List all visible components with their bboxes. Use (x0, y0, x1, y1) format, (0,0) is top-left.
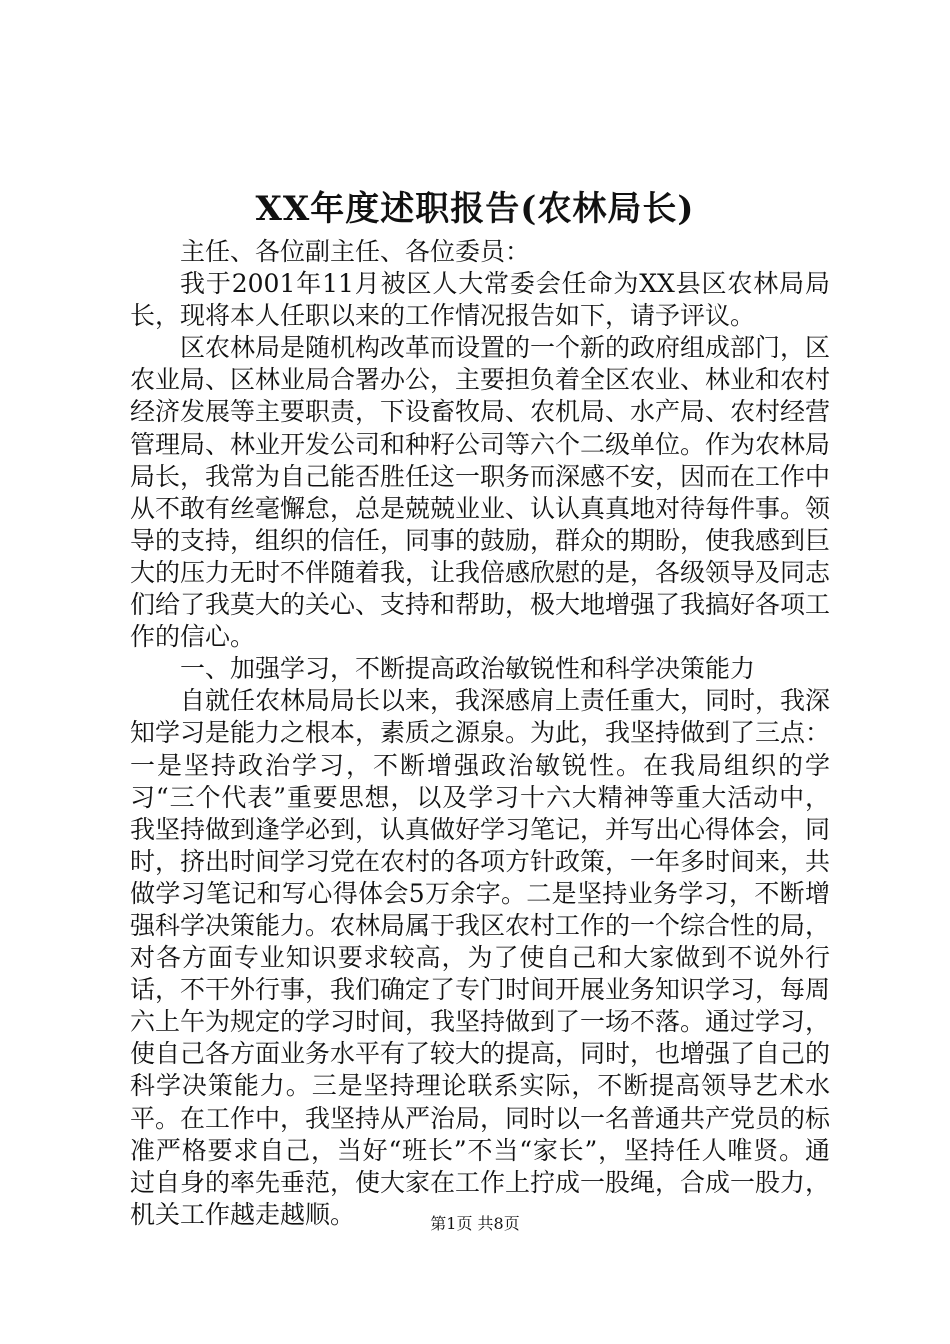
paragraph-intro: 我于2001年11月被区人大常委会任命为XX县区农林局局长，现将本人任职以来的工作情况报告如下，请予评议。 (130, 269, 830, 331)
salutation: 主任、各位副主任、各位委员： (180, 237, 531, 266)
page-number-footer: 第1页 共8页 (430, 1214, 520, 1233)
section-heading-1: 一、加强学习，不断提高政治敏锐性和科学决策能力 (180, 654, 756, 684)
paragraph-background: 区农林局是随机构改革而设置的一个新的政府组成部门，区农业局、区林业局合署办公，主要担负着全区农业、林业和农村经济发展等主要职责，下设畜牧局、农机局、水产局、农村经营管理局、林业开发公司和种籽公司等六个二级单位。作为农林局局长，我常为自己能否胜任这一职务而深感不安，因而在工作中从不敢有丝毫懈怠，总是兢兢业业、认认真真地对待每件事。领导的支持，组织的信任，同事的鼓励，群众的期盼，使我感到巨大的压力无时不伴随着我，让我倍感欣慰的是，各级领导及同志们给了我莫大的关心、支持和帮助，极大地增强了我搞好各项工作的信心。 (130, 333, 831, 652)
document-title: XX年度述职报告(农林局长) (255, 189, 695, 229)
paragraph-study: 自就任农林局局长以来，我深感肩上责任重大，同时，我深知学习是能力之根本，素质之源泉。为此，我坚持做到了三点：一是坚持政治学习，不断增强政治敏锐性。在我局组织的学习“三个代表”重要思想，以及学习十六大精神等重大活动中，我坚持做到逢学必到，认真做好学习笔记，并写出心得体会，同时，挤出时间学习党在农村的各项方针政策，一年多时间来，共做学习笔记和写心得体会5万余字。二是坚持业务学习，不断增强科学决策能力。农林局属于我区农村工作的一个综合性的局，对各方面专业知识要求较高，为了使自己和大家做到不说外行话，不干外行事，我们确定了专门时间开展业务知识学习，每周六上午为规定的学习时间，我坚持做到了一场不落。通过学习，使自己各方面业务水平有了较大的提高，同时，也增强了自己的科学决策能力。三是坚持理论联系实际，不断提高领导艺术水平。在工作中，我坚持从严治局，同时以一名普通共产党员的标准严格要求自己，当好“班长”不当“家长”，坚持任人唯贤。通过自身的率先垂范，使大家在工作上拧成一股绳，合成一股力，机关工作越走越顺。 (130, 686, 831, 1229)
document-body (130, 236, 830, 1231)
